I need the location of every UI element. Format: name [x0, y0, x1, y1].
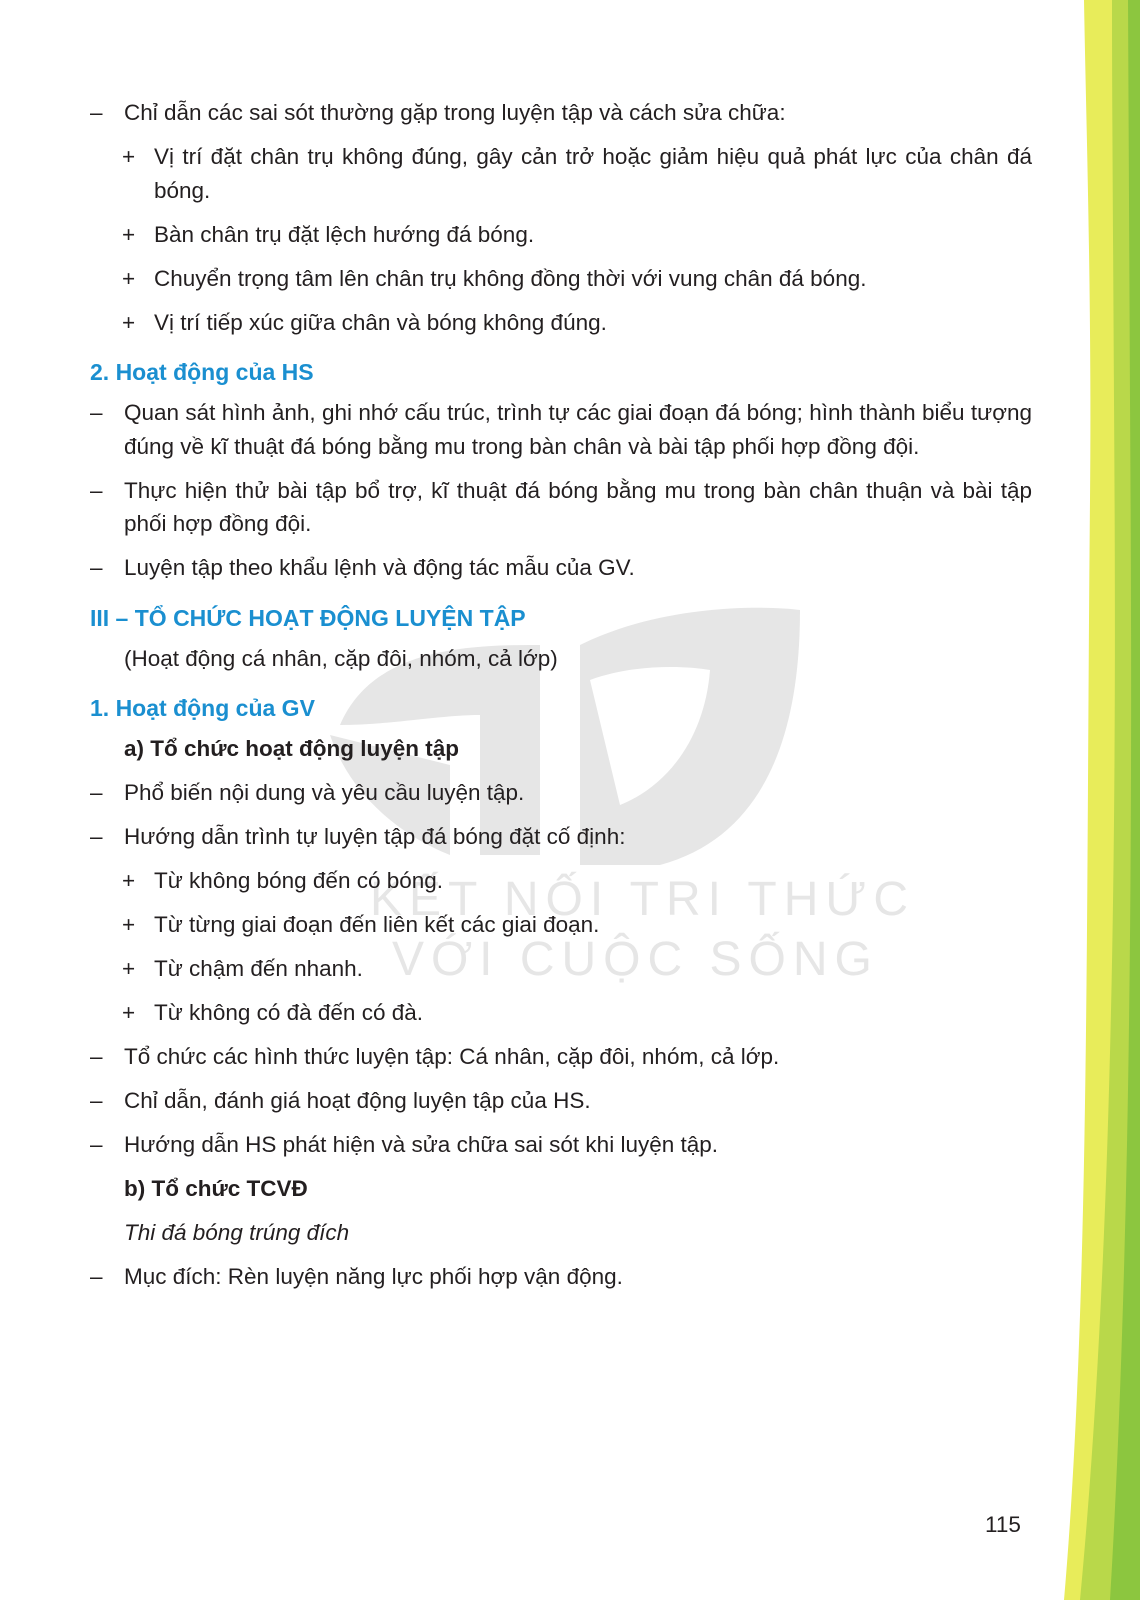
list-item: – Chỉ dẫn, đánh giá hoạt động luyện tập của HS. — [90, 1084, 1032, 1118]
plus-marker: + — [122, 144, 136, 169]
subsection-heading: b) Tổ chức TCVĐ — [124, 1176, 308, 1201]
list-item: – Phổ biến nội dung và yêu cầu luyện tập. — [90, 776, 1032, 810]
list-item: + Vị trí tiếp xúc giữa chân và bóng không đúng. — [90, 306, 1032, 340]
list-item: – Luyện tập theo khẩu lệnh và động tác mẫu của GV. — [90, 551, 1032, 585]
list-item: – Mục đích: Rèn luyện năng lực phối hợp vận động. — [90, 1260, 1032, 1294]
list-item: + Từ chậm đến nhanh. — [90, 952, 1032, 986]
dash-marker: – — [90, 1044, 103, 1069]
list-item: – Quan sát hình ảnh, ghi nhớ cấu trúc, trình tự các giai đoạn đá bóng; hình thành biểu tượng đúng về kĩ thuật đá bóng bằng mu trong bàn chân và bài tập phối hợp đồng đội. — [90, 396, 1032, 463]
dash-marker: – — [90, 477, 103, 503]
dash-marker: – — [90, 100, 103, 125]
dash-marker: – — [90, 1132, 103, 1157]
watermark-line2: VỚI CUỘC SỐNG — [392, 933, 879, 986]
dash-marker: – — [90, 824, 103, 849]
page-content — [90, 96, 1032, 1294]
plus-marker: + — [122, 1000, 136, 1025]
dash-marker: – — [90, 780, 103, 805]
plus-marker: + — [122, 868, 136, 893]
dash-marker: – — [90, 400, 103, 425]
section-heading: 1. Hoạt động của GV — [90, 695, 315, 721]
dash-marker: – — [90, 1088, 103, 1113]
list-item: + Chuyển trọng tâm lên chân trụ không đồng thời với vung chân đá bóng. — [90, 262, 1032, 296]
plus-marker: + — [122, 309, 136, 335]
game-title: Thi đá bóng trúng đích — [124, 1220, 350, 1245]
dash-marker: – — [90, 555, 103, 580]
watermark-line1: KẾT NỐI TRI THỨC — [370, 873, 916, 926]
list-item: – Chỉ dẫn các sai sót thường gặp trong luyện tập và cách sửa chữa: — [90, 96, 1032, 130]
section-heading: 2. Hoạt động của HS — [90, 359, 314, 385]
list-item: + Từ từng giai đoạn đến liên kết các giai đoạn. — [90, 908, 1032, 942]
decorative-side-band — [1050, 0, 1140, 1600]
section-note: (Hoạt động cá nhân, cặp đôi, nhóm, cả lớp) — [124, 645, 558, 671]
dash-marker: – — [90, 1264, 103, 1289]
list-item: + Bàn chân trụ đặt lệch hướng đá bóng. — [90, 218, 1032, 252]
plus-marker: + — [122, 912, 136, 937]
list-item: + Vị trí đặt chân trụ không đúng, gây cản trở hoặc giảm hiệu quả phát lực của chân đá bóng. — [90, 140, 1032, 207]
list-item: – Hướng dẫn trình tự luyện tập đá bóng đặt cố định: — [90, 820, 1032, 854]
plus-marker: + — [122, 265, 136, 291]
section-heading: III – TỔ CHỨC HOẠT ĐỘNG LUYỆN TẬP — [90, 604, 526, 631]
page-number: 115 — [985, 1512, 1021, 1537]
subsection-heading: a) Tổ chức hoạt động luyện tập — [124, 736, 460, 761]
list-item: – Tổ chức các hình thức luyện tập: Cá nhân, cặp đôi, nhóm, cả lớp. — [90, 1040, 1032, 1074]
list-item: + Từ không có đà đến có đà. — [90, 996, 1032, 1030]
list-item: + Từ không bóng đến có bóng. — [90, 864, 1032, 898]
plus-marker: + — [122, 956, 136, 981]
list-item: – Hướng dẫn HS phát hiện và sửa chữa sai sót khi luyện tập. — [90, 1128, 1032, 1162]
list-item: – Thực hiện thử bài tập bổ trợ, kĩ thuật đá bóng bằng mu trong bàn chân thuận và bài tập phối hợp đồng đội. — [90, 474, 1032, 541]
plus-marker: + — [122, 221, 136, 247]
